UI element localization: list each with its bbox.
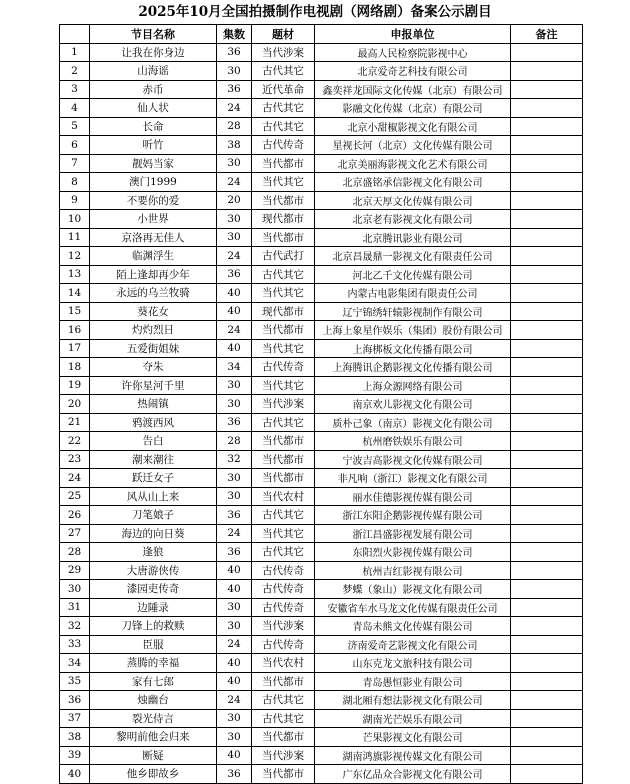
cell-episodes: 36 — [217, 43, 252, 62]
cell-index: 17 — [60, 339, 90, 358]
cell-remarks — [511, 154, 583, 173]
table-row — [60, 228, 583, 247]
cell-applicant: 北京昌晟鼎一影视文化有限责任公司 — [315, 247, 511, 266]
cell-episodes: 32 — [217, 450, 252, 469]
cell-episodes: 36 — [217, 80, 252, 99]
cell-episodes: 24 — [217, 635, 252, 654]
cell-program-name: 告白 — [90, 432, 217, 451]
cell-remarks — [511, 395, 583, 414]
cell-episodes: 34 — [217, 358, 252, 377]
cell-applicant: 北京盛铭承信影视文化有限公司 — [315, 173, 511, 192]
cell-episodes: 30 — [217, 617, 252, 636]
cell-remarks — [511, 191, 583, 210]
cell-genre: 古代传奇 — [252, 580, 315, 599]
cell-episodes: 30 — [217, 469, 252, 488]
cell-applicant: 鑫奕祥龙国际文化传媒（北京）有限公司 — [315, 80, 511, 99]
cell-remarks — [511, 173, 583, 192]
cell-remarks — [511, 228, 583, 247]
cell-episodes: 24 — [217, 173, 252, 192]
cell-remarks — [511, 321, 583, 340]
cell-episodes: 40 — [217, 580, 252, 599]
cell-episodes: 28 — [217, 432, 252, 451]
cell-applicant: 丽水佳德影视传媒有限公司 — [315, 487, 511, 506]
table-row — [60, 432, 583, 451]
table-row — [60, 247, 583, 266]
table-row — [60, 302, 583, 321]
cell-remarks — [511, 469, 583, 488]
cell-program-name: 大唐游侠传 — [90, 561, 217, 580]
cell-index: 1 — [60, 43, 90, 62]
header-index — [60, 25, 90, 44]
table-row — [60, 450, 583, 469]
cell-remarks — [511, 561, 583, 580]
cell-episodes: 30 — [217, 376, 252, 395]
table-row — [60, 173, 583, 192]
cell-index: 35 — [60, 672, 90, 691]
cell-genre: 古代其它 — [252, 62, 315, 81]
cell-episodes: 24 — [217, 691, 252, 710]
cell-applicant: 杭州磨铁娱乐有限公司 — [315, 432, 511, 451]
cell-program-name: 潮来潮往 — [90, 450, 217, 469]
cell-episodes: 40 — [217, 746, 252, 765]
cell-genre: 当代涉案 — [252, 43, 315, 62]
cell-index: 32 — [60, 617, 90, 636]
cell-remarks — [511, 746, 583, 765]
cell-applicant: 芒果影视文化有限公司 — [315, 728, 511, 747]
cell-genre: 当代都市 — [252, 154, 315, 173]
cell-index: 5 — [60, 117, 90, 136]
cell-program-name: 边陲录 — [90, 598, 217, 617]
table-row — [60, 543, 583, 562]
cell-applicant: 北京小甜椒影视文化有限公司 — [315, 117, 511, 136]
cell-episodes: 30 — [217, 62, 252, 81]
cell-program-name: 裂光侍言 — [90, 709, 217, 728]
table-row — [60, 80, 583, 99]
cell-applicant: 安徽省车水马龙文化传媒有限责任公司 — [315, 598, 511, 617]
table-row — [60, 728, 583, 747]
cell-genre: 古代其它 — [252, 117, 315, 136]
cell-index: 9 — [60, 191, 90, 210]
cell-index: 8 — [60, 173, 90, 192]
cell-episodes: 24 — [217, 99, 252, 118]
cell-applicant: 青岛愚恒影业有限公司 — [315, 672, 511, 691]
cell-remarks — [511, 265, 583, 284]
cell-program-name: 刀笔娘子 — [90, 506, 217, 525]
cell-applicant: 北京老有影视文化有限公司 — [315, 210, 511, 229]
cell-program-name: 蒸腾的幸福 — [90, 654, 217, 673]
filing-table — [59, 24, 583, 784]
cell-index: 7 — [60, 154, 90, 173]
cell-program-name: 刀锋上的救赎 — [90, 617, 217, 636]
table-row — [60, 395, 583, 414]
table-row — [60, 136, 583, 155]
cell-applicant: 湖南光芒娱乐有限公司 — [315, 709, 511, 728]
cell-index: 27 — [60, 524, 90, 543]
cell-genre: 现代都市 — [252, 210, 315, 229]
cell-index: 2 — [60, 62, 90, 81]
cell-applicant: 浙江东阳企鹅影视传媒有限公司 — [315, 506, 511, 525]
cell-episodes: 24 — [217, 524, 252, 543]
cell-episodes: 28 — [217, 117, 252, 136]
cell-episodes: 40 — [217, 654, 252, 673]
cell-index: 23 — [60, 450, 90, 469]
table-row — [60, 469, 583, 488]
cell-remarks — [511, 635, 583, 654]
cell-applicant: 影融文化传媒（北京）有限公司 — [315, 99, 511, 118]
cell-episodes: 30 — [217, 228, 252, 247]
cell-remarks — [511, 247, 583, 266]
cell-genre: 古代其它 — [252, 543, 315, 562]
cell-index: 6 — [60, 136, 90, 155]
cell-remarks — [511, 672, 583, 691]
table-row — [60, 413, 583, 432]
cell-genre: 当代其它 — [252, 524, 315, 543]
table-row — [60, 617, 583, 636]
table-row — [60, 99, 583, 118]
cell-index: 28 — [60, 543, 90, 562]
cell-remarks — [511, 598, 583, 617]
cell-genre: 当代都市 — [252, 191, 315, 210]
cell-episodes: 40 — [217, 339, 252, 358]
cell-episodes: 36 — [217, 543, 252, 562]
cell-remarks — [511, 136, 583, 155]
table-row — [60, 265, 583, 284]
table-row — [60, 191, 583, 210]
cell-index: 39 — [60, 746, 90, 765]
table-row — [60, 746, 583, 765]
cell-program-name: 临渊浮生 — [90, 247, 217, 266]
cell-applicant: 梦蝶（象山）影视文化有限公司 — [315, 580, 511, 599]
cell-program-name: 听竹 — [90, 136, 217, 155]
cell-index: 10 — [60, 210, 90, 229]
table-row — [60, 284, 583, 303]
cell-applicant: 青岛未熊文化传媒有限公司 — [315, 617, 511, 636]
table-row — [60, 62, 583, 81]
cell-program-name: 葵花女 — [90, 302, 217, 321]
cell-remarks — [511, 117, 583, 136]
cell-index: 13 — [60, 265, 90, 284]
cell-remarks — [511, 99, 583, 118]
cell-remarks — [511, 691, 583, 710]
cell-program-name: 鸦渡西风 — [90, 413, 217, 432]
cell-episodes: 40 — [217, 284, 252, 303]
cell-remarks — [511, 432, 583, 451]
cell-program-name: 小世界 — [90, 210, 217, 229]
cell-program-name: 逢狼 — [90, 543, 217, 562]
cell-genre: 现代都市 — [252, 302, 315, 321]
cell-remarks — [511, 450, 583, 469]
cell-applicant: 广东亿品众合影视文化有限公司 — [315, 765, 511, 784]
cell-program-name: 赤币 — [90, 80, 217, 99]
cell-genre: 古代其它 — [252, 265, 315, 284]
cell-episodes: 40 — [217, 302, 252, 321]
cell-index: 38 — [60, 728, 90, 747]
cell-program-name: 漆园吏传奇 — [90, 580, 217, 599]
cell-genre: 当代农村 — [252, 487, 315, 506]
cell-remarks — [511, 80, 583, 99]
cell-genre: 当代都市 — [252, 728, 315, 747]
table-row — [60, 210, 583, 229]
cell-index: 33 — [60, 635, 90, 654]
table-row — [60, 339, 583, 358]
cell-episodes: 30 — [217, 210, 252, 229]
cell-remarks — [511, 43, 583, 62]
cell-applicant: 最高人民检察院影视中心 — [315, 43, 511, 62]
cell-remarks — [511, 506, 583, 525]
cell-remarks — [511, 284, 583, 303]
header-program-name: 节目名称 — [90, 25, 217, 44]
cell-index: 14 — [60, 284, 90, 303]
cell-program-name: 永远的乌兰牧骑 — [90, 284, 217, 303]
cell-genre: 古代其它 — [252, 413, 315, 432]
table-row — [60, 376, 583, 395]
table-row — [60, 487, 583, 506]
table-row — [60, 43, 583, 62]
cell-genre: 古代其它 — [252, 709, 315, 728]
cell-index: 11 — [60, 228, 90, 247]
cell-genre: 当代都市 — [252, 321, 315, 340]
cell-episodes: 20 — [217, 191, 252, 210]
cell-genre: 当代其它 — [252, 376, 315, 395]
cell-remarks — [511, 487, 583, 506]
cell-program-name: 让我在你身边 — [90, 43, 217, 62]
cell-index: 19 — [60, 376, 90, 395]
cell-genre: 古代其它 — [252, 691, 315, 710]
cell-applicant: 东阳烈火影视传媒有限公司 — [315, 543, 511, 562]
cell-applicant: 非凡响（浙江）影视文化有限公司 — [315, 469, 511, 488]
cell-applicant: 上海梆板文化传播有限公司 — [315, 339, 511, 358]
cell-applicant: 杭州吉红影视有限公司 — [315, 561, 511, 580]
cell-genre: 当代都市 — [252, 672, 315, 691]
table-row — [60, 321, 583, 340]
cell-index: 31 — [60, 598, 90, 617]
cell-index: 3 — [60, 80, 90, 99]
table-row — [60, 691, 583, 710]
cell-remarks — [511, 709, 583, 728]
cell-index: 29 — [60, 561, 90, 580]
cell-genre: 当代都市 — [252, 765, 315, 784]
cell-episodes: 30 — [217, 487, 252, 506]
cell-episodes: 30 — [217, 728, 252, 747]
cell-index: 26 — [60, 506, 90, 525]
cell-index: 16 — [60, 321, 90, 340]
cell-genre: 当代都市 — [252, 228, 315, 247]
cell-episodes: 36 — [217, 765, 252, 784]
cell-program-name: 热闹镇 — [90, 395, 217, 414]
cell-episodes: 36 — [217, 506, 252, 525]
cell-program-name: 山海谣 — [90, 62, 217, 81]
cell-program-name: 风从山上来 — [90, 487, 217, 506]
cell-remarks — [511, 210, 583, 229]
table-row — [60, 506, 583, 525]
cell-genre: 古代传奇 — [252, 561, 315, 580]
cell-program-name: 澳门1999 — [90, 173, 217, 192]
cell-applicant: 北京天厚文化传媒有限公司 — [315, 191, 511, 210]
cell-episodes: 36 — [217, 265, 252, 284]
cell-index: 18 — [60, 358, 90, 377]
cell-genre: 当代涉案 — [252, 746, 315, 765]
cell-remarks — [511, 524, 583, 543]
header-applicant: 申报单位 — [315, 25, 511, 44]
header-episodes: 集数 — [217, 25, 252, 44]
table-row — [60, 117, 583, 136]
cell-genre: 古代武打 — [252, 247, 315, 266]
cell-genre: 当代农村 — [252, 654, 315, 673]
cell-index: 34 — [60, 654, 90, 673]
cell-index: 36 — [60, 691, 90, 710]
cell-index: 30 — [60, 580, 90, 599]
cell-episodes: 40 — [217, 672, 252, 691]
document-title: 2025年10月全国拍摄制作电视剧（网络剧）备案公示剧目 — [138, 4, 492, 20]
header-genre: 题材 — [252, 25, 315, 44]
cell-genre: 当代其它 — [252, 284, 315, 303]
cell-remarks — [511, 339, 583, 358]
cell-index: 22 — [60, 432, 90, 451]
cell-program-name: 黎明前他会归来 — [90, 728, 217, 747]
cell-genre: 当代都市 — [252, 432, 315, 451]
cell-index: 40 — [60, 765, 90, 784]
cell-genre: 古代传奇 — [252, 598, 315, 617]
cell-program-name: 夺朱 — [90, 358, 217, 377]
cell-applicant: 浙江昌盛影视发展有限公司 — [315, 524, 511, 543]
cell-remarks — [511, 543, 583, 562]
cell-applicant: 湖南鸿旗影视传媒文化有限公司 — [315, 746, 511, 765]
table-row — [60, 672, 583, 691]
cell-genre: 古代其它 — [252, 506, 315, 525]
cell-program-name: 五爱街姐妹 — [90, 339, 217, 358]
cell-applicant: 河北乙千文化传媒有限公司 — [315, 265, 511, 284]
table-row — [60, 598, 583, 617]
cell-episodes: 30 — [217, 709, 252, 728]
cell-program-name: 靓妈当家 — [90, 154, 217, 173]
cell-remarks — [511, 617, 583, 636]
cell-remarks — [511, 302, 583, 321]
cell-applicant: 内蒙古电影集团有限责任公司 — [315, 284, 511, 303]
cell-index: 25 — [60, 487, 90, 506]
header-remarks: 备注 — [511, 25, 583, 44]
cell-applicant: 辽宁锦绣轩辕影视制作有限公司 — [315, 302, 511, 321]
cell-program-name: 仙人状 — [90, 99, 217, 118]
table-row — [60, 765, 583, 784]
cell-program-name: 许你星河千里 — [90, 376, 217, 395]
cell-index: 4 — [60, 99, 90, 118]
table-row — [60, 635, 583, 654]
cell-genre: 古代传奇 — [252, 635, 315, 654]
cell-remarks — [511, 580, 583, 599]
table-row — [60, 524, 583, 543]
cell-genre: 当代都市 — [252, 450, 315, 469]
cell-episodes: 30 — [217, 154, 252, 173]
cell-remarks — [511, 765, 583, 784]
cell-applicant: 上海上象星作娱乐（集团）股份有限公司 — [315, 321, 511, 340]
cell-genre: 当代涉案 — [252, 617, 315, 636]
cell-program-name: 京洛再无佳人 — [90, 228, 217, 247]
cell-episodes: 30 — [217, 395, 252, 414]
cell-program-name: 家有七郎 — [90, 672, 217, 691]
cell-genre: 近代革命 — [252, 80, 315, 99]
table-row — [60, 561, 583, 580]
cell-genre: 当代都市 — [252, 469, 315, 488]
cell-episodes: 38 — [217, 136, 252, 155]
cell-episodes: 24 — [217, 321, 252, 340]
cell-applicant: 济南爱奇艺影视文化有限公司 — [315, 635, 511, 654]
cell-index: 24 — [60, 469, 90, 488]
cell-genre: 古代其它 — [252, 99, 315, 118]
table-row — [60, 654, 583, 673]
cell-program-name: 断疑 — [90, 746, 217, 765]
cell-remarks — [511, 728, 583, 747]
table-row — [60, 358, 583, 377]
cell-remarks — [511, 654, 583, 673]
cell-remarks — [511, 413, 583, 432]
cell-index: 37 — [60, 709, 90, 728]
cell-applicant: 北京腾讯影业有限公司 — [315, 228, 511, 247]
cell-program-name: 他乡即故乡 — [90, 765, 217, 784]
cell-applicant: 上海腾讯企鹅影视文化传播有限公司 — [315, 358, 511, 377]
cell-applicant: 宁波吉高影视文化传媒有限公司 — [315, 450, 511, 469]
cell-program-name: 跃迁女子 — [90, 469, 217, 488]
cell-program-name: 灼灼烈日 — [90, 321, 217, 340]
cell-applicant: 上海众源网络有限公司 — [315, 376, 511, 395]
table-row — [60, 580, 583, 599]
cell-index: 15 — [60, 302, 90, 321]
cell-remarks — [511, 358, 583, 377]
cell-episodes: 24 — [217, 247, 252, 266]
cell-episodes: 36 — [217, 413, 252, 432]
cell-episodes: 30 — [217, 598, 252, 617]
cell-applicant: 北京爱奇艺科技有限公司 — [315, 62, 511, 81]
cell-program-name: 烛幽台 — [90, 691, 217, 710]
cell-program-name: 长命 — [90, 117, 217, 136]
cell-genre: 古代传奇 — [252, 136, 315, 155]
cell-genre: 当代其它 — [252, 173, 315, 192]
cell-index: 20 — [60, 395, 90, 414]
cell-applicant: 质朴己象（南京）影视文化有限公司 — [315, 413, 511, 432]
cell-applicant: 星视长河（北京）文化传媒有限公司 — [315, 136, 511, 155]
cell-program-name: 海边的向日葵 — [90, 524, 217, 543]
cell-index: 21 — [60, 413, 90, 432]
cell-remarks — [511, 62, 583, 81]
cell-genre: 当代涉案 — [252, 395, 315, 414]
table-row — [60, 154, 583, 173]
cell-episodes: 40 — [217, 561, 252, 580]
cell-applicant: 北京美丽海影视文化艺术有限公司 — [315, 154, 511, 173]
cell-genre: 古代传奇 — [252, 358, 315, 377]
cell-program-name: 臣服 — [90, 635, 217, 654]
cell-remarks — [511, 376, 583, 395]
cell-applicant: 山东克龙文旅科技有限公司 — [315, 654, 511, 673]
table-row — [60, 709, 583, 728]
table-header-row — [60, 25, 583, 44]
cell-program-name: 陌上逢却再少年 — [90, 265, 217, 284]
cell-applicant: 南京欢儿影视文化有限公司 — [315, 395, 511, 414]
cell-index: 12 — [60, 247, 90, 266]
cell-applicant: 湖北厢有想法影视文化有限公司 — [315, 691, 511, 710]
cell-genre: 当代其它 — [252, 339, 315, 358]
cell-program-name: 不要你的爱 — [90, 191, 217, 210]
